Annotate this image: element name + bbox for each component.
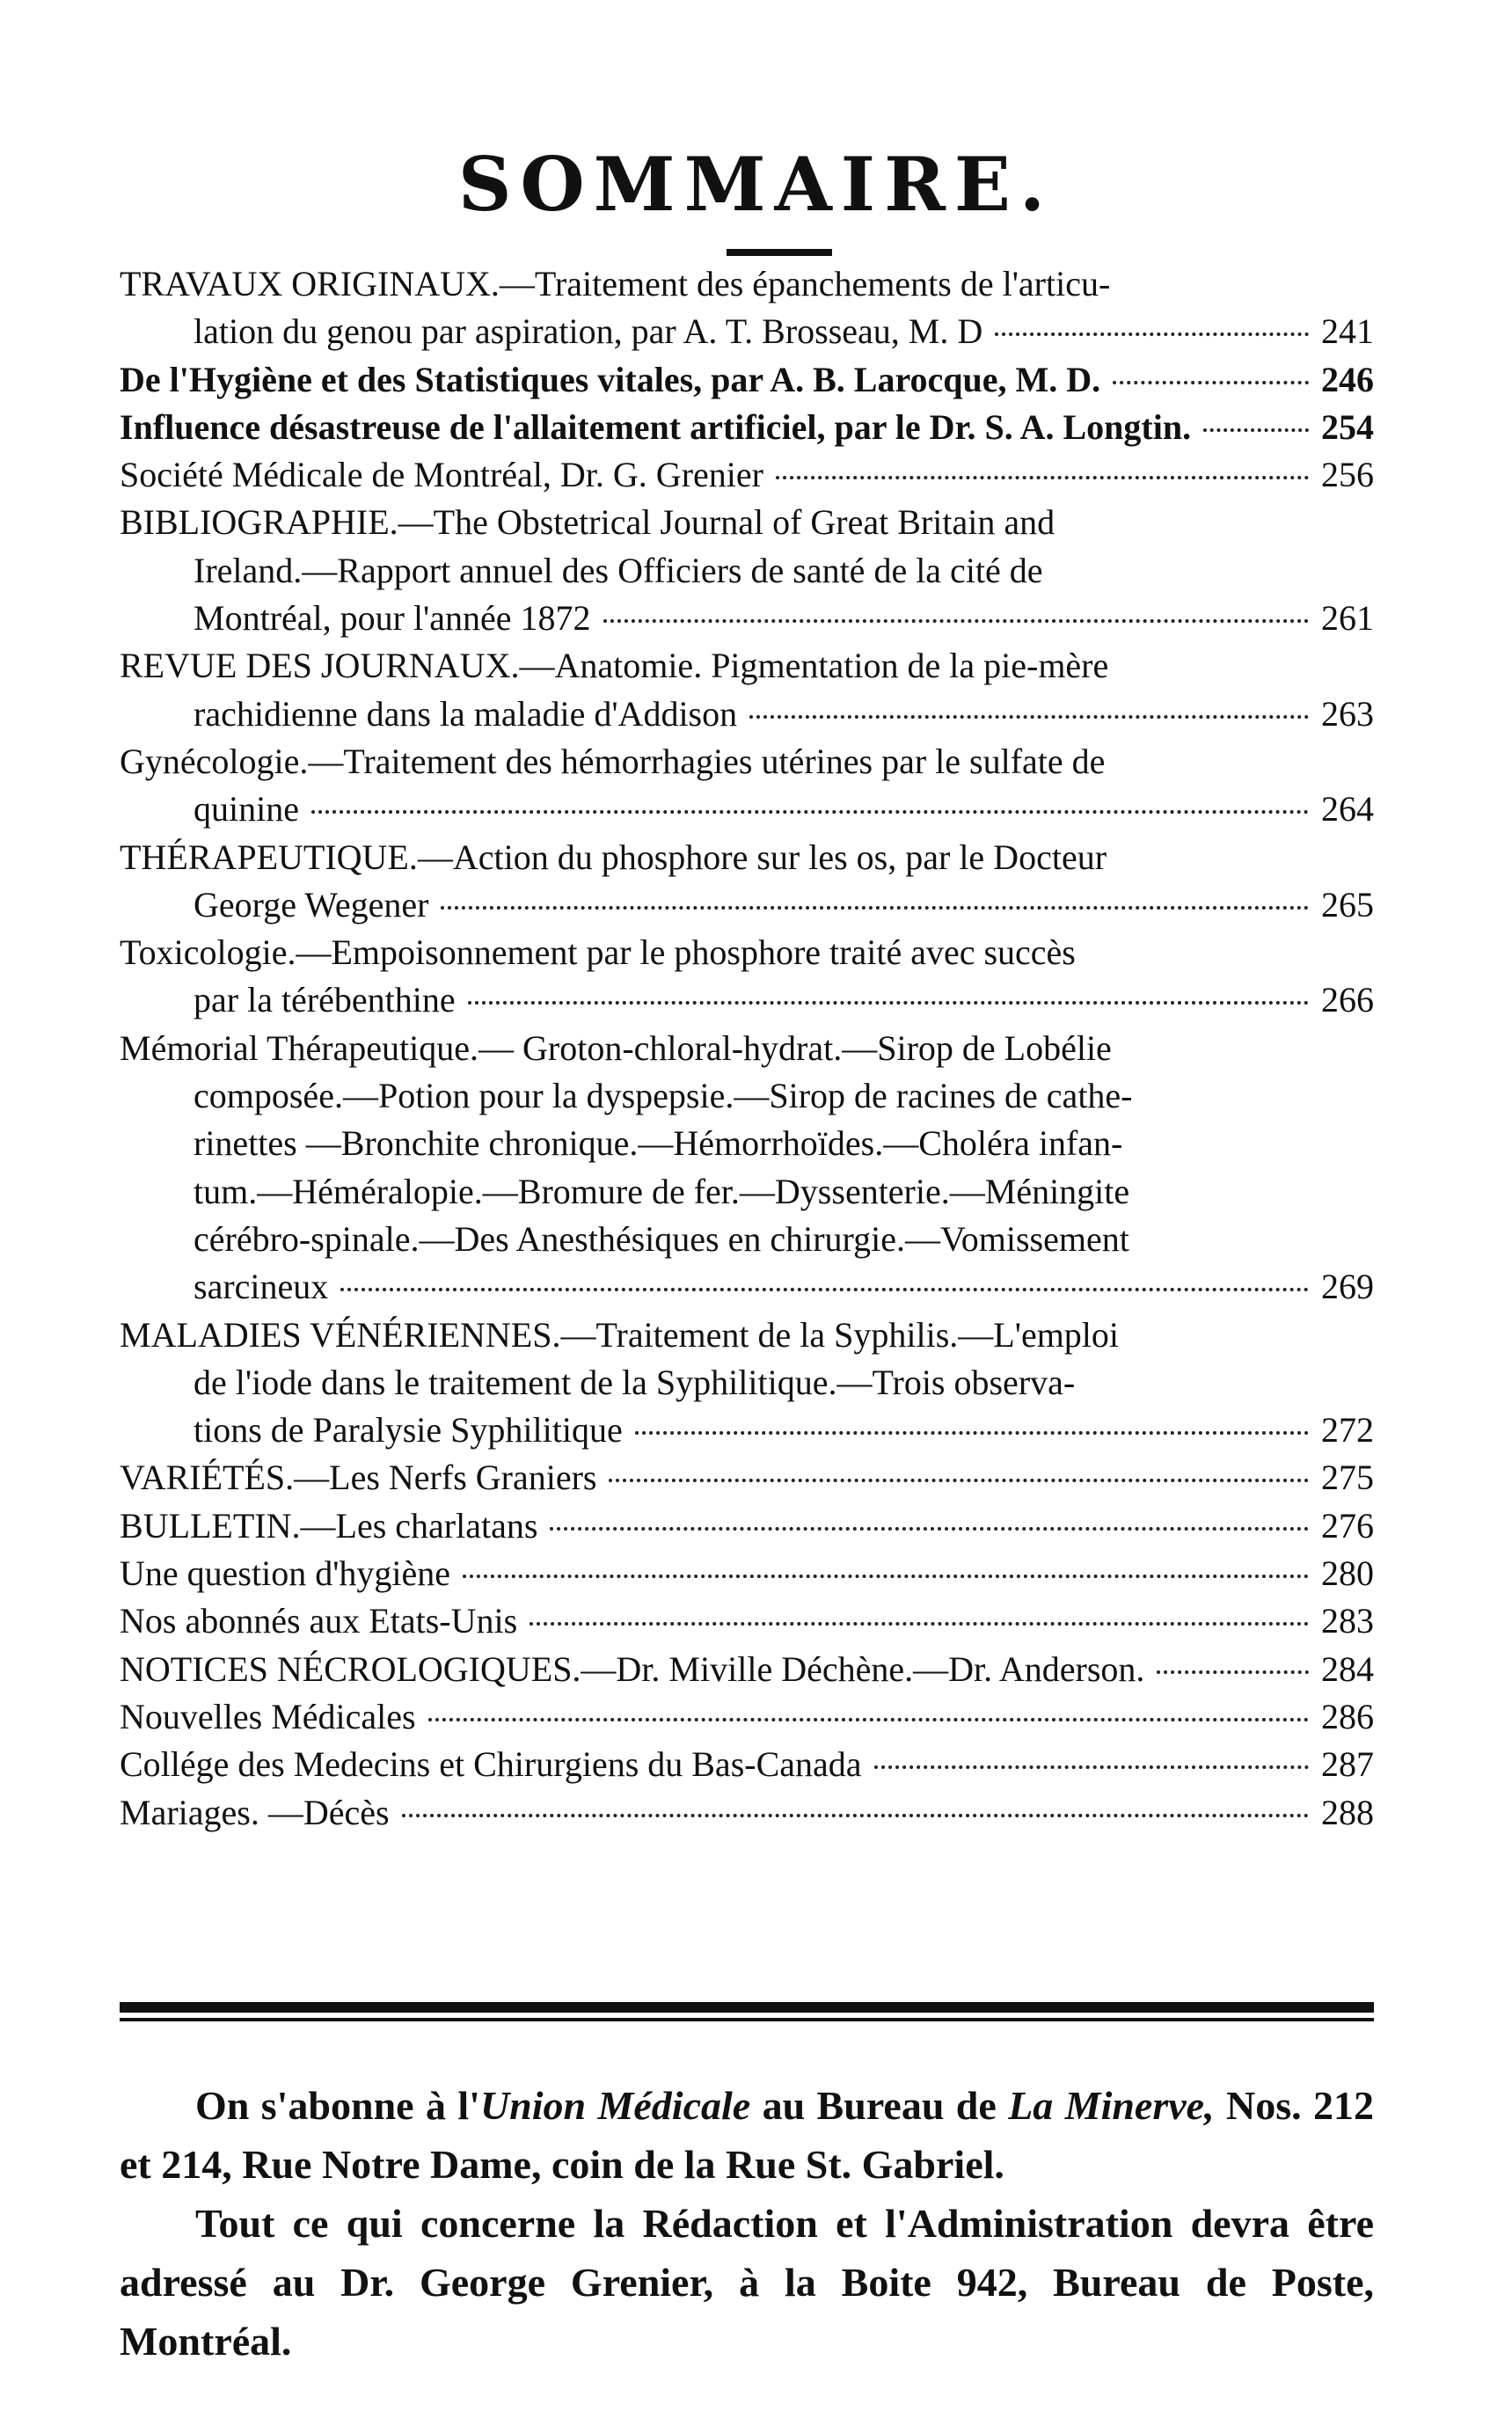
toc-entry-text: composée.—Potion pour la dyspepsie.—Sirop de racines de cathe- (194, 1076, 1133, 1116)
toc-entry-text: rachidienne dans la maladie d'Addison (194, 693, 738, 734)
dot-leader (441, 906, 1309, 910)
notice-text: On s'abonne à l' (195, 2083, 480, 2128)
toc-entry (120, 356, 1374, 404)
toc-entry-line (120, 499, 1374, 546)
toc-entry-text: BIBLIOGRAPHIE.—The Obstetrical Journal of Great Britain and (120, 502, 1055, 543)
toc-entry-line (120, 1597, 1374, 1645)
toc-entry (120, 1454, 1374, 1502)
toc-page-number: 272 (1321, 1410, 1374, 1451)
toc-entry-text: Toxicologie.—Empoisonnement par le phosphore traité avec succès (120, 932, 1076, 973)
toc-entry-line (120, 1216, 1374, 1263)
toc-entry-text: BULLETIN.—Les charlatans (120, 1505, 538, 1546)
toc-page-number: 276 (1321, 1505, 1374, 1546)
dot-leader (550, 1527, 1309, 1531)
toc-entry-text: Mémorial Thérapeutique.— Groton-chloral-hydrat.—Sirop de Lobélie (120, 1027, 1112, 1068)
toc-entry-text: Société Médicale de Montréal, Dr. G. Grenier (120, 455, 763, 495)
toc-page-number: 283 (1321, 1601, 1374, 1641)
dot-leader (1203, 428, 1309, 432)
toc-entry-line (120, 976, 1374, 1024)
dot-leader (402, 1814, 1309, 1817)
toc-page-number: 269 (1321, 1267, 1374, 1307)
dot-leader (463, 1575, 1309, 1578)
toc-entry-text: tum.—Héméralopie.—Bromure de fer.—Dyssenterie.—Méningite (194, 1171, 1130, 1211)
toc-entry-text: Gynécologie.—Traitement des hémorrhagies utérines par le sulfate de (120, 741, 1106, 781)
toc-entry (120, 260, 1374, 356)
toc-entry-text: sarcineux (194, 1267, 329, 1307)
toc-entry (120, 1789, 1374, 1837)
dot-leader (776, 476, 1309, 479)
toc-entry-line (120, 547, 1374, 595)
toc-entry-text: par la térébenthine (194, 980, 456, 1020)
dot-leader (874, 1765, 1309, 1769)
toc-entry-text: MALADIES VÉNÉRIENNES.—Traitement de la Syphilis.—L'emploi (120, 1314, 1120, 1355)
toc-entry (120, 1741, 1374, 1788)
dot-leader (995, 333, 1309, 336)
toc-page-number: 287 (1321, 1744, 1374, 1785)
toc-page-number: 266 (1321, 980, 1374, 1020)
toc-entry-text: Nouvelles Médicales (120, 1696, 416, 1736)
toc-entry-line (120, 1454, 1374, 1502)
toc-page-number: 284 (1321, 1648, 1374, 1689)
toc-entry-line (120, 1550, 1374, 1597)
divider-thick (120, 2002, 1374, 2013)
page-title: SOMMAIRE. (457, 141, 1055, 228)
toc-entry-line (120, 1502, 1374, 1550)
toc-entry (120, 929, 1374, 1025)
toc-entry-line (120, 1741, 1374, 1788)
toc-entry (120, 1646, 1374, 1693)
toc-entry-line (120, 642, 1374, 690)
toc-entry-line (120, 260, 1374, 308)
toc-page-number: 263 (1321, 693, 1374, 734)
toc-entry-line (120, 595, 1374, 642)
toc-page-number: 241 (1321, 311, 1374, 352)
toc-entry-line (120, 1359, 1374, 1407)
toc-entry-line (120, 834, 1374, 881)
dot-leader (749, 715, 1309, 719)
toc-entry (120, 499, 1374, 642)
dot-leader (603, 619, 1309, 623)
toc-entry-text: cérébro-spinale.—Des Anesthésiques en chirurgie.—Vomissement (194, 1218, 1129, 1259)
notice-text: au Bureau de (750, 2083, 1009, 2128)
toc-page-number: 286 (1321, 1696, 1374, 1736)
dot-leader (428, 1718, 1309, 1721)
toc-entry (120, 642, 1374, 738)
toc-entry-text: VARIÉTÉS.—Les Nerfs Graniers (120, 1458, 597, 1498)
dot-leader (1157, 1670, 1309, 1674)
dot-leader (609, 1479, 1309, 1482)
toc-entry-text: Une question d'hygiène (120, 1553, 451, 1594)
toc-entry-line (120, 404, 1374, 451)
toc-entry-text: De l'Hygiène et des Statistiques vitales, par A. B. Larocque, M. D. (120, 359, 1101, 399)
toc-page-number: 246 (1321, 359, 1374, 399)
dot-leader (311, 810, 1309, 814)
toc-entry (120, 1550, 1374, 1597)
toc-entry-line (120, 451, 1374, 499)
toc-entry-line (120, 1120, 1374, 1167)
toc-entry-line (120, 929, 1374, 976)
toc-entry-line (120, 1693, 1374, 1741)
toc-entry-text: quinine (194, 789, 299, 829)
toc-entry-line (120, 1263, 1374, 1311)
toc-entry-text: THÉRAPEUTIQUE.—Action du phosphore sur les os, par le Docteur (120, 837, 1107, 877)
toc-entry-line (120, 308, 1374, 355)
toc-page-number: 288 (1321, 1792, 1374, 1832)
toc-entry-text: Collége des Medecins et Chirurgiens du Bas-Canada (120, 1744, 862, 1785)
toc-page-number: 264 (1321, 789, 1374, 829)
toc-entry-text: de l'iode dans le traitement de la Syphilitique.—Trois observa- (194, 1362, 1076, 1402)
divider-thin (120, 2018, 1374, 2021)
dot-leader (468, 1001, 1309, 1005)
toc-entry-text: tions de Paralysie Syphilitique (194, 1410, 623, 1451)
toc-entry-text: TRAVAUX ORIGINAUX.—Traitement des épanchements de l'articu- (120, 264, 1111, 303)
toc-page-number: 280 (1321, 1553, 1374, 1594)
footer-divider (120, 2002, 1374, 2021)
toc-entry-text: lation du genou par aspiration, par A. T. Brosseau, M. D (194, 311, 983, 352)
notice-address: Nos. 212 et 214, Rue Notre Dame, coin de la Rue St. Gabriel. (120, 2083, 1374, 2187)
dot-leader (635, 1431, 1309, 1435)
toc-page-number: 254 (1321, 406, 1374, 447)
toc-page-number: 256 (1321, 455, 1374, 495)
toc-entry-text: Mariages. —Décès (120, 1792, 390, 1832)
toc-entry-line (120, 1789, 1374, 1837)
toc-entry-line (120, 1168, 1374, 1216)
toc-entry-line (120, 881, 1374, 929)
journal-name: Union Médicale (479, 2083, 751, 2128)
toc-entry-line (120, 786, 1374, 833)
toc-entry (120, 1693, 1374, 1741)
toc-entry-text: Ireland.—Rapport annuel des Officiers de santé de la cité de (194, 550, 1043, 590)
toc-page-number: 275 (1321, 1458, 1374, 1498)
toc-entry (120, 1312, 1374, 1455)
toc-page-number: 261 (1321, 598, 1374, 639)
toc-entry (120, 1025, 1374, 1312)
dot-leader (530, 1622, 1309, 1626)
notice-subscription (120, 2076, 1374, 2194)
toc-entry-line (120, 1312, 1374, 1359)
toc-entry-line (120, 738, 1374, 786)
toc-entry (120, 834, 1374, 930)
subscription-notice (120, 2076, 1374, 2371)
toc-entry-line (120, 1646, 1374, 1693)
toc-entry-text: Nos abonnés aux Etats-Unis (120, 1601, 518, 1641)
toc-entry-line (120, 691, 1374, 738)
toc-entry (120, 738, 1374, 834)
toc-entry-text: REVUE DES JOURNAUX.—Anatomie. Pigmentation de la pie-mère (120, 646, 1109, 686)
title-underline (727, 249, 832, 256)
toc-entry (120, 404, 1374, 451)
notice-contact: Tout ce qui concerne la Rédaction et l'Administration devra être adressé au Dr. George Grenier, à la Boite 942, Bureau de Poste, Montréal. (120, 2201, 1374, 2364)
toc-entry (120, 1502, 1374, 1550)
toc-entry-line (120, 1072, 1374, 1120)
toc-entry-text: George Wegener (194, 884, 429, 924)
toc-entry-text: Montréal, pour l'année 1872 (194, 598, 591, 639)
toc-entry-text: NOTICES NÉCROLOGIQUES.—Dr. Miville Déchène.—Dr. Anderson. (120, 1648, 1145, 1689)
newspaper-name: La Minerve, (1008, 2083, 1215, 2128)
toc-entry-text: rinettes —Bronchite chronique.—Hémorrhoïdes.—Choléra infan- (194, 1123, 1123, 1164)
toc-entry-text: Influence désastreuse de l'allaitement artificiel, par le Dr. S. A. Longtin. (120, 406, 1192, 447)
table-of-contents (120, 260, 1374, 1837)
dot-leader (340, 1288, 1309, 1291)
toc-entry (120, 1597, 1374, 1645)
toc-entry-line (120, 1407, 1374, 1454)
toc-page-number: 265 (1321, 884, 1374, 924)
dot-leader (1113, 381, 1309, 384)
toc-entry (120, 451, 1374, 499)
toc-entry-line (120, 356, 1374, 404)
toc-entry-line (120, 1025, 1374, 1072)
